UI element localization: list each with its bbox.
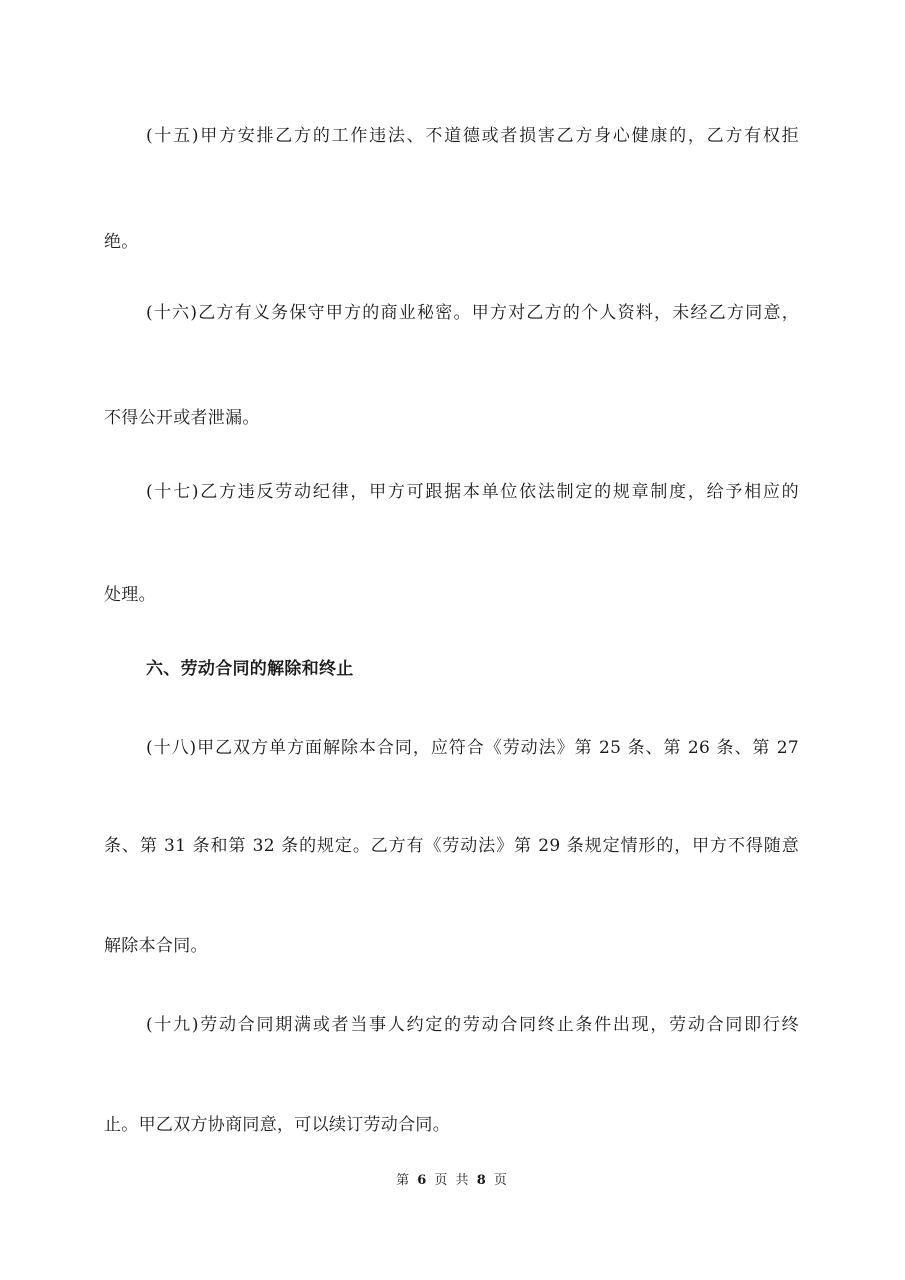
footer-total-pages: 8 bbox=[476, 1173, 488, 1188]
paragraph-18-line-3: 解除本合同。 bbox=[104, 936, 208, 956]
paragraph-18-line-2: 条、第 31 条和第 32 条的规定。乙方有《劳动法》第 29 条规定情形的，甲方不得随意 bbox=[104, 836, 799, 856]
paragraph-16-line-1: (十六)乙方有义务保守甲方的商业秘密。甲方对乙方的个人资料，未经乙方同意， bbox=[146, 303, 799, 323]
footer-middle: 页 共 bbox=[434, 1173, 471, 1188]
paragraph-19-line-2: 止。甲乙双方协商同意，可以续订劳动合同。 bbox=[104, 1115, 450, 1135]
footer-suffix: 页 bbox=[493, 1173, 509, 1188]
paragraph-15-line-2: 绝。 bbox=[104, 232, 139, 252]
paragraph-15-line-1: (十五)甲方安排乙方的工作违法、不道德或者损害乙方身心健康的，乙方有权拒 bbox=[146, 126, 799, 146]
paragraph-19-line-1: (十九)劳动合同期满或者当事人约定的劳动合同终止条件出现，劳动合同即行终 bbox=[146, 1015, 799, 1035]
paragraph-17-line-1: (十七)乙方违反劳动纪律，甲方可跟据本单位依法制定的规章制度，给予相应的 bbox=[146, 482, 799, 502]
paragraph-16-line-2: 不得公开或者泄漏。 bbox=[104, 408, 260, 428]
footer-prefix: 第 bbox=[396, 1173, 412, 1188]
paragraph-17-line-2: 处理。 bbox=[104, 585, 156, 605]
paragraph-18-line-1: (十八)甲乙双方单方面解除本合同，应符合《劳动法》第 25 条、第 26 条、第 27 bbox=[146, 738, 799, 758]
page-footer bbox=[0, 1172, 905, 1190]
section-heading: 六、劳动合同的解除和终止 bbox=[146, 659, 354, 679]
footer-page-number: 6 bbox=[417, 1173, 429, 1188]
